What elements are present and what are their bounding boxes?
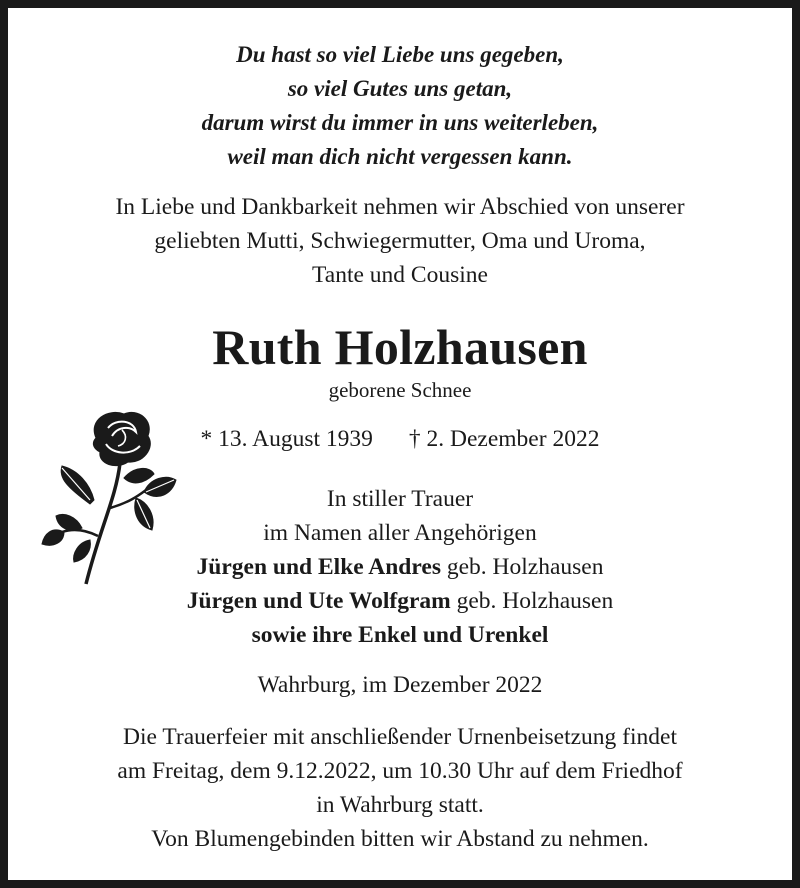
place-date: Wahrburg, im Dezember 2022 (257, 672, 543, 698)
family-2-suffix: geb. Holzhausen (456, 588, 614, 614)
funeral-line-3: in Wahrburg statt. (316, 792, 484, 818)
mourners-family-2 (8, 588, 792, 615)
birth-name: geborene Schnee (328, 378, 472, 402)
funeral-line-4: Von Blumengebinden bitten wir Abstand zu nehmen. (151, 826, 649, 852)
poem-line-1: Du hast so viel Liebe uns gegeben, (236, 42, 564, 67)
mourners-grandchildren (8, 622, 792, 649)
mourners-line-1: In stiller Trauer (326, 486, 474, 512)
grandchildren-text: sowie ihre Enkel und Urenkel (251, 622, 549, 648)
poem-line-4: weil man dich nicht vergessen kann. (227, 144, 573, 169)
intro-line-1: In Liebe und Dankbarkeit nehmen wir Abschied von unserer (115, 194, 685, 220)
mourners-family-1 (8, 554, 792, 581)
deceased-name: Ruth Holzhausen (212, 319, 588, 375)
family-1-names: Jürgen und Elke Andres (196, 554, 441, 580)
death-date: † 2. Dezember 2022 (408, 426, 600, 452)
poem-line-2: so viel Gutes uns getan, (287, 76, 513, 101)
birth-date: * 13. August 1939 (200, 426, 373, 452)
mourners-line-2: im Namen aller Angehörigen (263, 520, 537, 546)
poem-line-3: darum wirst du immer in uns weiterleben, (201, 110, 599, 135)
funeral-line-1: Die Trauerfeier mit anschließender Urnenbeisetzung findet (122, 724, 678, 750)
intro-line-2: geliebten Mutti, Schwiegermutter, Oma und Uroma, (154, 228, 646, 254)
family-1-suffix: geb. Holzhausen (446, 554, 604, 580)
family-2-names: Jürgen und Ute Wolfgram (186, 588, 451, 614)
funeral-line-2: am Freitag, dem 9.12.2022, um 10.30 Uhr auf dem Friedhof (117, 758, 683, 784)
intro-line-3: Tante und Cousine (312, 262, 488, 288)
